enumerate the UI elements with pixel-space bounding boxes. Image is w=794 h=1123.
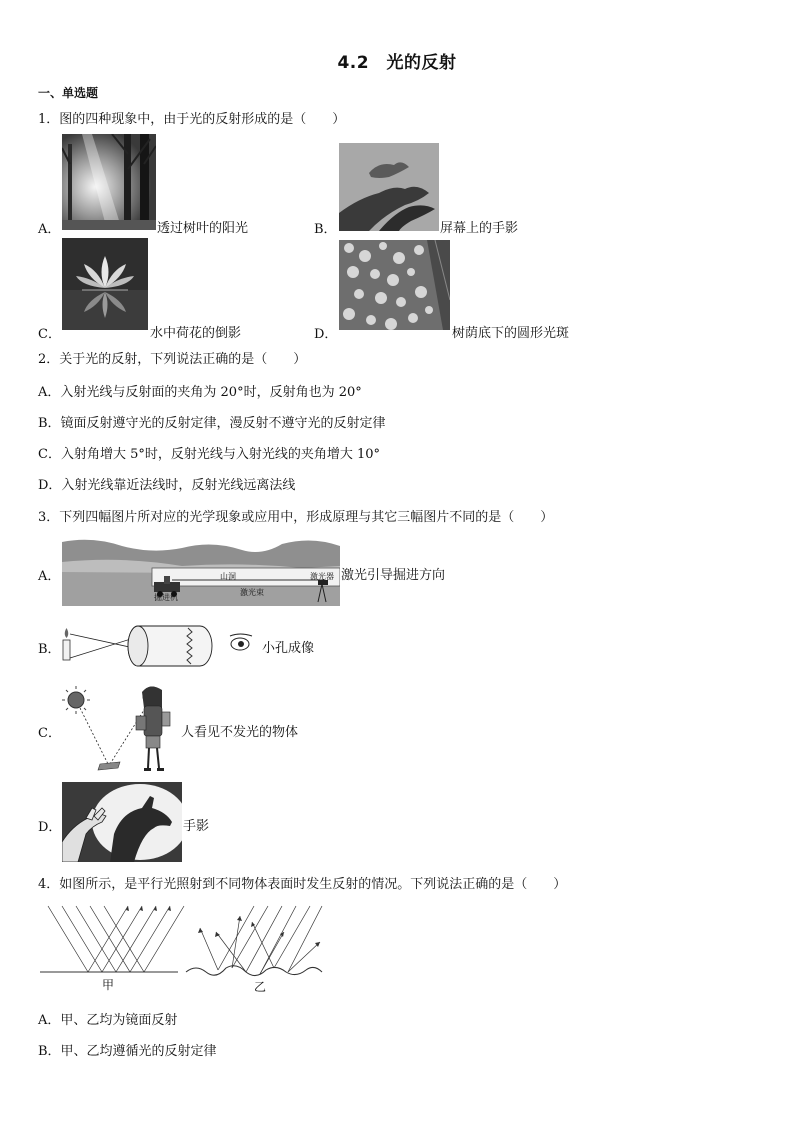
q4-option-b[interactable]: B．甲、乙均遵循光的反射定律 (38, 1044, 217, 1059)
laser-beam-label: 激光束 (240, 588, 264, 597)
q3-option-c-letter[interactable]: C． (38, 726, 61, 741)
laser-device-label: 激光器 (310, 572, 334, 581)
specular-diffuse-reflection-diagram (40, 902, 330, 982)
hand-shadow-giraffe-image (62, 782, 182, 862)
q3-option-a-letter[interactable]: A． (38, 569, 61, 584)
sunlight-through-trees-image (62, 134, 156, 230)
question-3-stem: 3．下列四幅图片所对应的光学现象或应用中，形成原理与其它三幅图片不同的是（ ） (38, 510, 554, 525)
person-sees-object-diagram (62, 682, 182, 774)
q3-option-c-caption: 人看见不发光的物体 (181, 725, 299, 740)
q2-option-d[interactable]: D．入射光线靠近法线时，反射光线远离法线 (38, 478, 296, 493)
q2-option-c[interactable]: C．入射角增大 5°时，反射光线与入射光线的夹角增大 10° (38, 447, 381, 462)
laser-tunnel-diagram (62, 536, 340, 606)
q3-option-b-letter[interactable]: B． (38, 642, 61, 657)
q1-option-d-letter[interactable]: D． (314, 327, 338, 342)
pinhole-imaging-diagram (60, 618, 260, 668)
q3-option-b-caption: 小孔成像 (262, 641, 315, 656)
round-light-spots-under-tree-image (339, 240, 450, 330)
question-2-stem: 2．关于光的反射，下列说法正确的是（ ） (38, 352, 307, 367)
lotus-reflection-image (62, 238, 148, 330)
figure-label-yi: 乙 (254, 980, 267, 994)
question-1-stem: 1．图的四种现象中，由于光的反射形成的是（ ） (38, 112, 346, 127)
hand-shadow-on-screen-image (339, 143, 439, 231)
q1-option-b-caption: 屏幕上的手影 (440, 221, 519, 236)
figure-label-jia: 甲 (102, 978, 115, 992)
q4-option-a[interactable]: A．甲、乙均为镜面反射 (38, 1013, 178, 1028)
question-4-stem: 4．如图所示，是平行光照射到不同物体表面时发生反射的情况。下列说法正确的是（ ） (38, 877, 567, 892)
q1-option-c-letter[interactable]: C． (38, 327, 61, 342)
q3-option-d-caption: 手影 (183, 819, 210, 834)
q3-option-d-letter[interactable]: D． (38, 820, 62, 835)
tunnel-label: 山洞 (220, 572, 236, 581)
q2-option-b[interactable]: B．镜面反射遵守光的反射定律，漫反射不遵守光的反射定律 (38, 416, 386, 431)
q2-option-a[interactable]: A．入射光线与反射面的夹角为 20°时，反射角也为 20° (38, 385, 362, 400)
q1-option-b-letter[interactable]: B． (314, 222, 337, 237)
page-title: 4.2 光的反射 (337, 53, 457, 73)
q1-option-c-caption: 水中荷花的倒影 (150, 326, 242, 341)
q1-option-a-caption: 透过树叶的阳光 (157, 221, 249, 236)
q1-option-d-caption: 树荫底下的圆形光斑 (452, 326, 570, 341)
q3-option-a-caption: 激光引导掘进方向 (341, 568, 446, 583)
q1-option-a-letter[interactable]: A． (38, 222, 61, 237)
boring-machine-label: 掘进机 (154, 593, 178, 602)
section-heading: 一、单选题 (38, 86, 99, 100)
